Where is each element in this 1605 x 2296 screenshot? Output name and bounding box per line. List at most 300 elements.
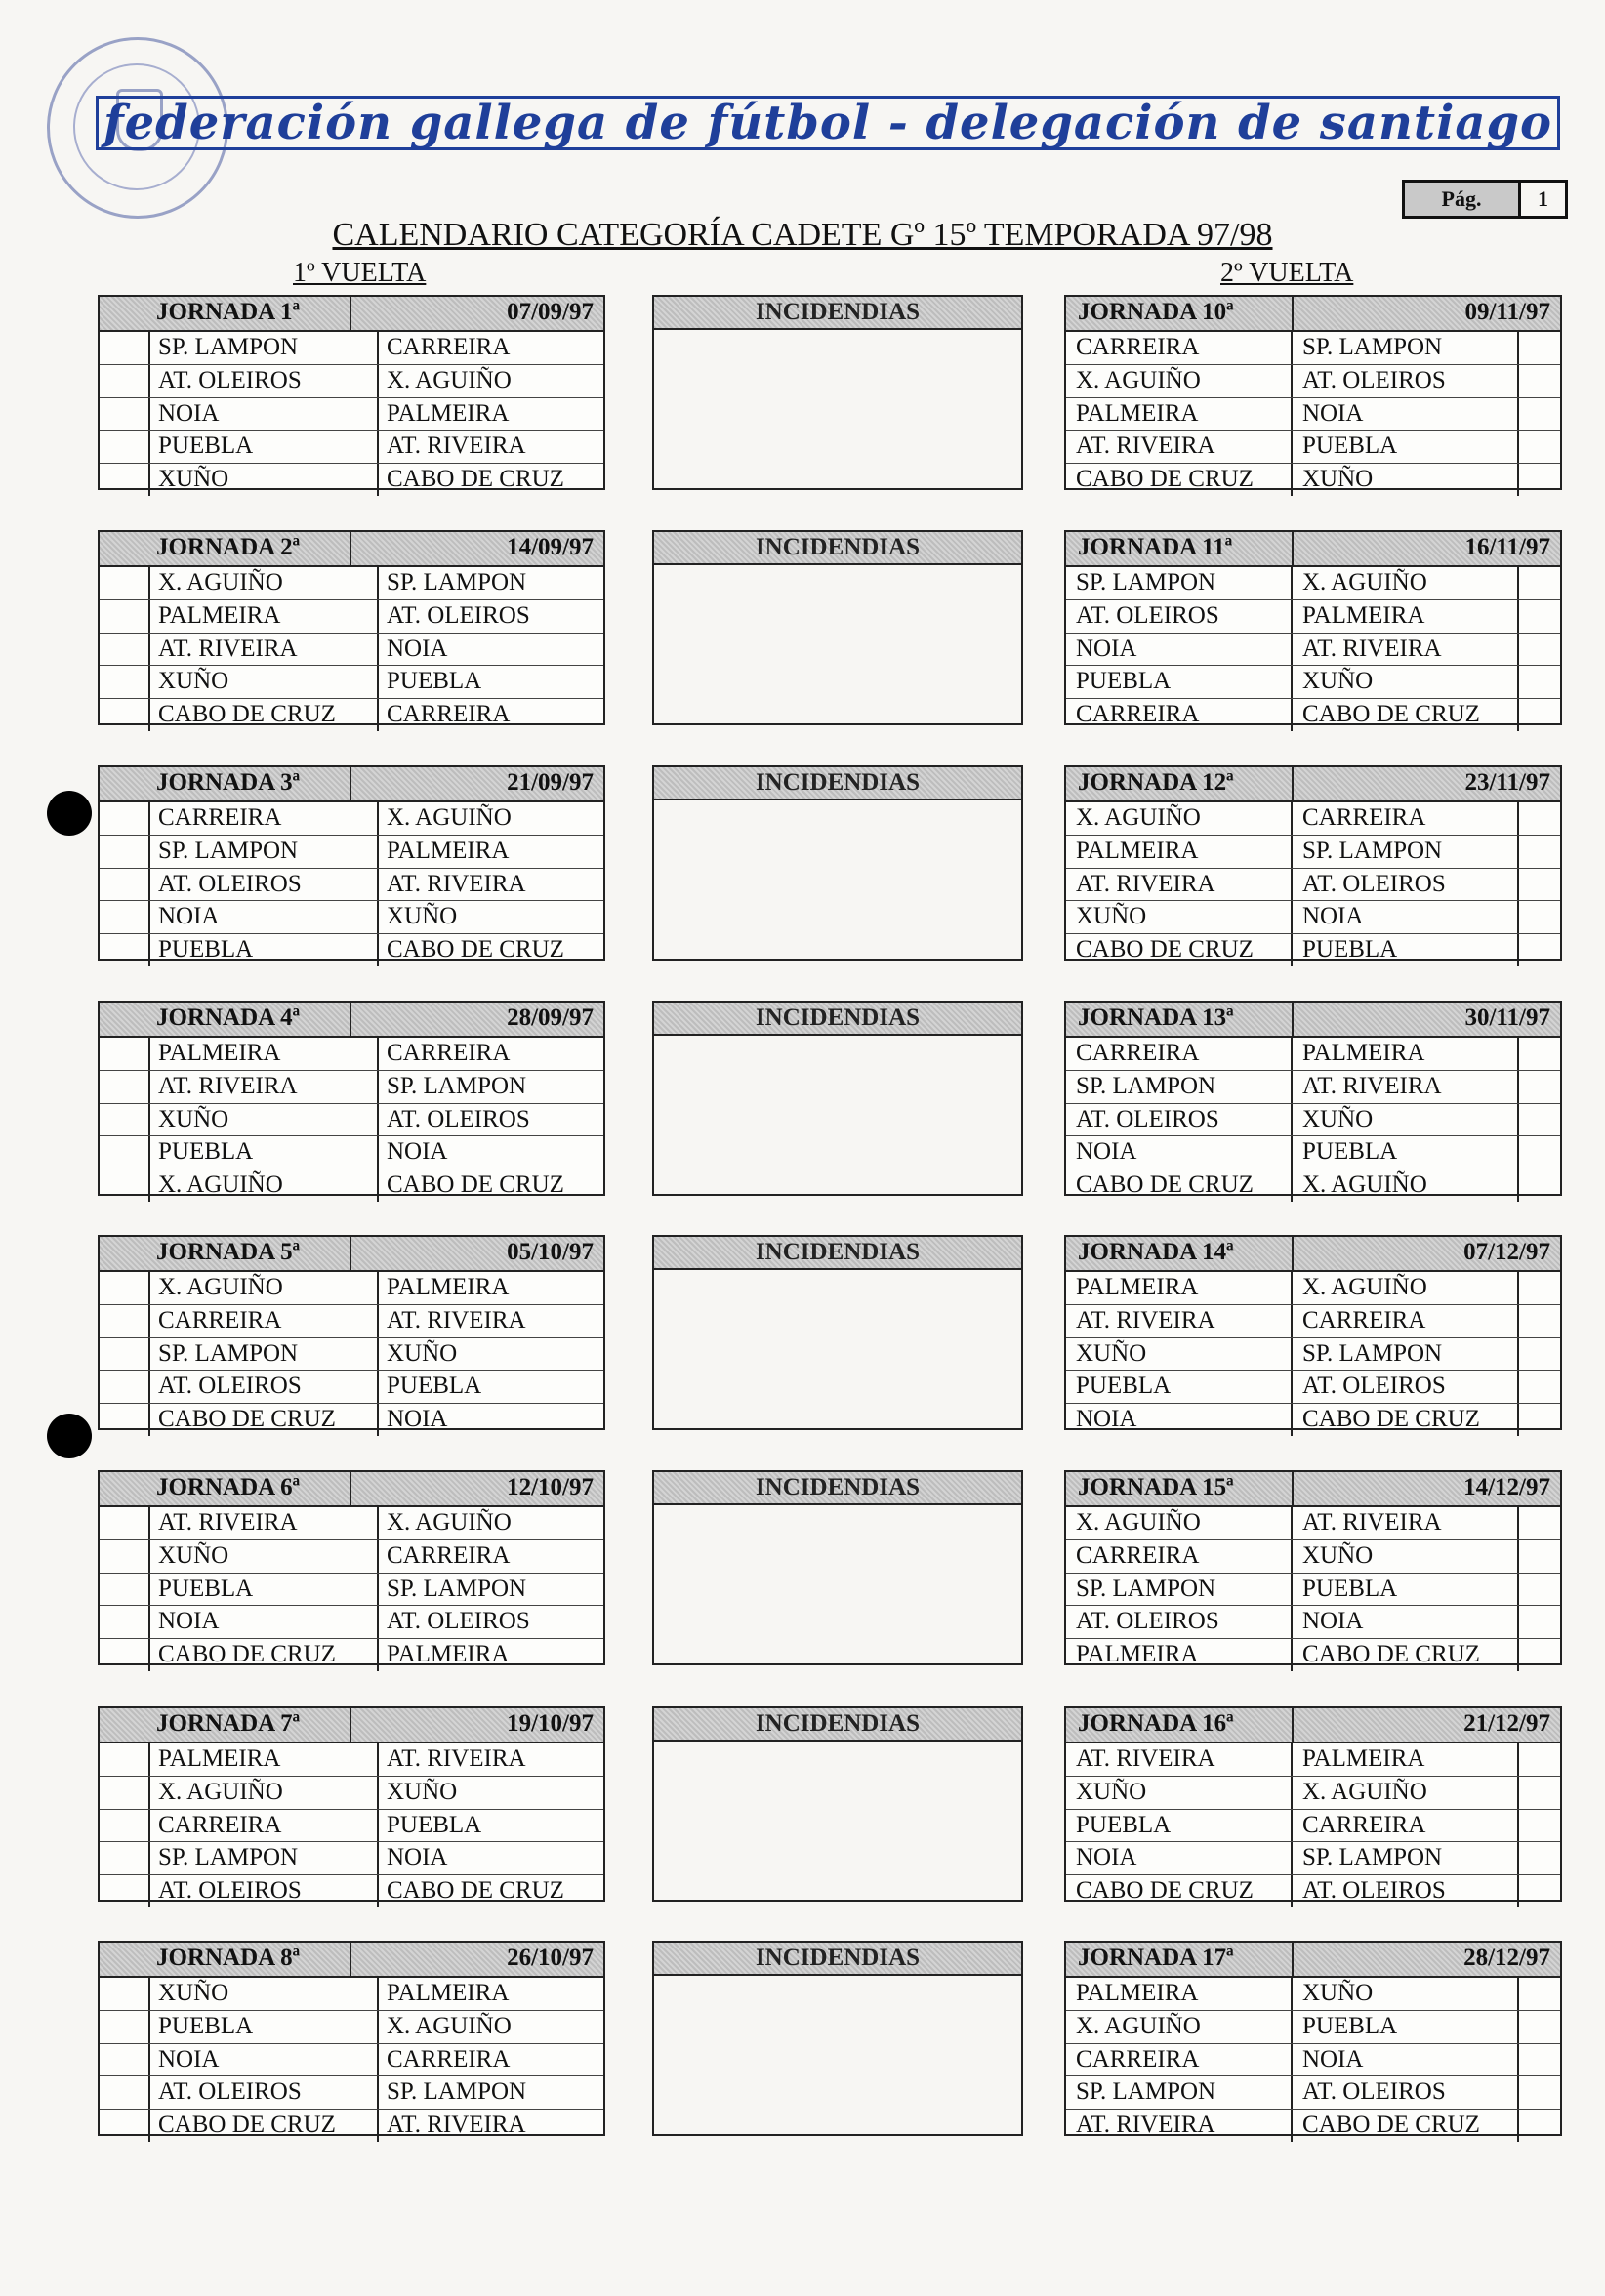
home-team: AT. RIVEIRA bbox=[150, 1507, 379, 1539]
home-team: AT. OLEIROS bbox=[150, 1371, 379, 1403]
away-team: PALMEIRA bbox=[387, 837, 510, 864]
home-team: NOIA bbox=[1066, 1842, 1293, 1874]
row-number-cell bbox=[100, 1574, 150, 1606]
round-header bbox=[1066, 1943, 1560, 1978]
match-row bbox=[1066, 802, 1560, 836]
round-date: 21/12/97 bbox=[1463, 1710, 1550, 1737]
home-team: AT. OLEIROS bbox=[1066, 1104, 1293, 1136]
round-date: 21/09/97 bbox=[507, 769, 594, 796]
row-number-cell bbox=[100, 430, 150, 463]
row-number-cell bbox=[100, 1978, 150, 2010]
away-team: XUÑO bbox=[387, 1778, 458, 1805]
away-team: X. AGUIÑO bbox=[387, 2012, 512, 2039]
result-cell bbox=[1519, 1810, 1560, 1842]
incidencias-box bbox=[652, 1505, 1023, 1665]
home-team: NOIA bbox=[1066, 1404, 1293, 1436]
away-team: PALMEIRA bbox=[387, 1274, 510, 1300]
match-row bbox=[100, 1875, 603, 1907]
round-block bbox=[98, 1470, 1562, 1668]
away-team: PALMEIRA bbox=[387, 1980, 510, 2006]
away-team: X. AGUIÑO bbox=[1293, 1272, 1519, 1304]
away-team: NOIA bbox=[1293, 2044, 1519, 2076]
home-team: SP. LAMPON bbox=[1066, 567, 1293, 599]
home-team: CABO DE CRUZ bbox=[1066, 1875, 1293, 1907]
home-team: PALMEIRA bbox=[150, 600, 379, 633]
round-date: 14/09/97 bbox=[507, 534, 594, 560]
incidencias-header: INCIDENDIAS bbox=[652, 1470, 1023, 1505]
away-team: X. AGUIÑO bbox=[1293, 567, 1519, 599]
away-team: CABO DE CRUZ bbox=[1293, 1404, 1519, 1436]
away-team: XUÑO bbox=[1293, 1104, 1519, 1136]
round-date: 28/09/97 bbox=[507, 1004, 594, 1031]
away-team: AT. OLEIROS bbox=[387, 1608, 530, 1635]
result-cell bbox=[1519, 836, 1560, 868]
row-number-cell bbox=[100, 869, 150, 901]
incidencias-header: INCIDENDIAS bbox=[652, 530, 1023, 565]
home-team: CABO DE CRUZ bbox=[150, 2110, 379, 2142]
result-cell bbox=[1519, 1777, 1560, 1809]
second-leg-table bbox=[1064, 765, 1562, 964]
match-row bbox=[100, 802, 603, 836]
match-row bbox=[100, 1338, 603, 1372]
away-team: CARREIRA bbox=[1293, 1810, 1519, 1842]
first-leg-table bbox=[98, 1470, 605, 1668]
round-name: JORNADA 14ª bbox=[1066, 1237, 1294, 1270]
home-team: PUEBLA bbox=[1066, 1371, 1293, 1403]
home-team: AT. RIVEIRA bbox=[1066, 869, 1293, 901]
result-cell bbox=[1519, 2110, 1560, 2142]
round-name: JORNADA 16ª bbox=[1066, 1708, 1294, 1742]
round-header bbox=[1066, 297, 1560, 332]
match-row bbox=[100, 836, 603, 869]
row-number-cell bbox=[100, 1272, 150, 1304]
result-cell bbox=[1519, 1842, 1560, 1874]
home-team: SP. LAMPON bbox=[150, 1338, 379, 1371]
match-row bbox=[100, 1169, 603, 1202]
result-cell bbox=[1519, 332, 1560, 364]
row-number-cell bbox=[100, 1507, 150, 1539]
home-team: CABO DE CRUZ bbox=[150, 699, 379, 731]
round-date: 26/10/97 bbox=[507, 1945, 594, 1971]
row-number-cell bbox=[100, 2076, 150, 2109]
away-team: SP. LAMPON bbox=[1293, 1842, 1519, 1874]
result-cell bbox=[1519, 1071, 1560, 1103]
home-team: PUEBLA bbox=[150, 1574, 379, 1606]
match-row bbox=[1066, 1305, 1560, 1338]
match-row bbox=[1066, 901, 1560, 934]
home-team: PUEBLA bbox=[150, 934, 379, 966]
page-label: Pág. bbox=[1405, 183, 1521, 216]
row-number-cell bbox=[100, 1038, 150, 1070]
result-cell bbox=[1519, 1404, 1560, 1436]
away-team: X. AGUIÑO bbox=[387, 366, 512, 393]
round-name: JORNADA 2ª bbox=[100, 532, 351, 565]
row-number-cell bbox=[100, 1842, 150, 1874]
round-block bbox=[98, 295, 1562, 493]
incidencias-box bbox=[652, 565, 1023, 725]
away-team: NOIA bbox=[387, 1138, 448, 1166]
round-date: 28/12/97 bbox=[1463, 1945, 1550, 1971]
home-team: AT. RIVEIRA bbox=[150, 1071, 379, 1103]
match-row bbox=[100, 699, 603, 731]
away-team: AT. RIVEIRA bbox=[387, 1745, 526, 1772]
round-header bbox=[100, 1237, 603, 1272]
round-block bbox=[98, 1235, 1562, 1433]
match-row bbox=[100, 1305, 603, 1338]
second-leg-table bbox=[1064, 1470, 1562, 1668]
match-row bbox=[1066, 2110, 1560, 2142]
result-cell bbox=[1519, 1743, 1560, 1776]
result-cell bbox=[1519, 1169, 1560, 1202]
round-date: 07/12/97 bbox=[1463, 1239, 1550, 1265]
match-row bbox=[1066, 836, 1560, 869]
match-row bbox=[100, 1507, 603, 1540]
round-header bbox=[100, 297, 603, 332]
home-team: X. AGUIÑO bbox=[150, 567, 379, 599]
page-indicator bbox=[1402, 180, 1568, 219]
round-name: JORNADA 4ª bbox=[100, 1003, 351, 1036]
home-team: XUÑO bbox=[150, 1978, 379, 2010]
away-team: NOIA bbox=[387, 1844, 448, 1871]
federation-banner bbox=[96, 96, 1560, 150]
result-cell bbox=[1519, 1136, 1560, 1168]
second-leg-table bbox=[1064, 1001, 1562, 1199]
home-team: CARREIRA bbox=[1066, 332, 1293, 364]
match-row bbox=[100, 567, 603, 600]
round-block bbox=[98, 1001, 1562, 1199]
match-row bbox=[100, 666, 603, 699]
row-number-cell bbox=[100, 398, 150, 430]
away-team: CARREIRA bbox=[387, 334, 511, 360]
away-team: AT. RIVEIRA bbox=[387, 432, 526, 460]
round-header bbox=[100, 1708, 603, 1743]
result-cell bbox=[1519, 1574, 1560, 1606]
match-row bbox=[1066, 600, 1560, 634]
result-cell bbox=[1519, 1272, 1560, 1304]
match-row bbox=[100, 1606, 603, 1639]
round-header bbox=[100, 1472, 603, 1507]
match-row bbox=[1066, 1777, 1560, 1810]
away-team: CABO DE CRUZ bbox=[1293, 699, 1519, 731]
home-team: AT. OLEIROS bbox=[150, 869, 379, 901]
row-number-cell bbox=[100, 2011, 150, 2043]
round-date: 07/09/97 bbox=[507, 299, 594, 325]
round-block bbox=[98, 1941, 1562, 2139]
match-row bbox=[1066, 1371, 1560, 1404]
home-team: XUÑO bbox=[1066, 901, 1293, 933]
result-cell bbox=[1519, 1540, 1560, 1573]
round-name: JORNADA 13ª bbox=[1066, 1003, 1294, 1036]
match-row bbox=[1066, 1842, 1560, 1875]
away-team: NOIA bbox=[387, 635, 448, 662]
match-row bbox=[100, 365, 603, 398]
result-cell bbox=[1519, 1507, 1560, 1539]
home-team: CABO DE CRUZ bbox=[1066, 464, 1293, 496]
home-team: NOIA bbox=[150, 901, 379, 933]
result-cell bbox=[1519, 1338, 1560, 1371]
away-team: X. AGUIÑO bbox=[387, 804, 512, 831]
second-leg-table bbox=[1064, 1706, 1562, 1905]
result-cell bbox=[1519, 464, 1560, 496]
match-row bbox=[1066, 1810, 1560, 1843]
match-row bbox=[100, 1071, 603, 1104]
punch-hole bbox=[47, 791, 92, 836]
home-team: X. AGUIÑO bbox=[1066, 2011, 1293, 2043]
match-row bbox=[100, 634, 603, 667]
incidencias-header: INCIDENDIAS bbox=[652, 765, 1023, 800]
home-team: PUEBLA bbox=[1066, 666, 1293, 698]
away-team: SP. LAMPON bbox=[387, 1072, 527, 1099]
row-number-cell bbox=[100, 2044, 150, 2076]
away-team: X. AGUIÑO bbox=[1293, 1169, 1519, 1202]
first-leg-table bbox=[98, 530, 605, 728]
home-team: PUEBLA bbox=[150, 2011, 379, 2043]
home-team: XUÑO bbox=[1066, 1777, 1293, 1809]
round-name: JORNADA 10ª bbox=[1066, 297, 1294, 330]
match-row bbox=[1066, 430, 1560, 464]
match-row bbox=[1066, 1169, 1560, 1202]
result-cell bbox=[1519, 1606, 1560, 1638]
match-row bbox=[1066, 1507, 1560, 1540]
match-row bbox=[100, 934, 603, 966]
result-cell bbox=[1519, 934, 1560, 966]
second-leg-table bbox=[1064, 295, 1562, 493]
away-team: PUEBLA bbox=[1293, 1136, 1519, 1168]
home-team: XUÑO bbox=[150, 464, 379, 496]
home-team: CARREIRA bbox=[1066, 1540, 1293, 1573]
away-team: PALMEIRA bbox=[387, 1641, 510, 1668]
row-number-cell bbox=[100, 567, 150, 599]
away-team: AT. OLEIROS bbox=[1293, 1371, 1519, 1403]
round-name: JORNADA 1ª bbox=[100, 297, 351, 330]
match-row bbox=[1066, 1038, 1560, 1071]
row-number-cell bbox=[100, 634, 150, 666]
match-row bbox=[1066, 1574, 1560, 1607]
second-leg-table bbox=[1064, 530, 1562, 728]
home-team: PUEBLA bbox=[1066, 1810, 1293, 1842]
match-row bbox=[1066, 1540, 1560, 1574]
round-name: JORNADA 12ª bbox=[1066, 767, 1294, 800]
away-team: CABO DE CRUZ bbox=[387, 466, 564, 493]
home-team: AT. OLEIROS bbox=[150, 2076, 379, 2109]
home-team: XUÑO bbox=[1066, 1338, 1293, 1371]
second-round-label: 2º VUELTA bbox=[1220, 258, 1354, 288]
match-row bbox=[1066, 1272, 1560, 1305]
result-cell bbox=[1519, 2044, 1560, 2076]
round-header bbox=[100, 1943, 603, 1978]
away-team: AT. OLEIROS bbox=[387, 601, 530, 629]
match-row bbox=[1066, 398, 1560, 431]
row-number-cell bbox=[100, 901, 150, 933]
away-team: SP. LAMPON bbox=[1293, 332, 1519, 364]
away-team: XUÑO bbox=[1293, 1540, 1519, 1573]
round-date: 30/11/97 bbox=[1464, 1004, 1550, 1031]
away-team: PUEBLA bbox=[1293, 2011, 1519, 2043]
home-team: X. AGUIÑO bbox=[150, 1272, 379, 1304]
round-date: 12/10/97 bbox=[507, 1474, 594, 1500]
incidencias-box bbox=[652, 1742, 1023, 1902]
away-team: CARREIRA bbox=[1293, 1305, 1519, 1337]
away-team: PALMEIRA bbox=[1293, 600, 1519, 633]
first-leg-table bbox=[98, 295, 605, 493]
row-number-cell bbox=[100, 1305, 150, 1337]
away-team: CARREIRA bbox=[387, 1040, 511, 1066]
away-team: PALMEIRA bbox=[1293, 1743, 1519, 1776]
away-team: PALMEIRA bbox=[387, 399, 510, 427]
row-number-cell bbox=[100, 1136, 150, 1168]
match-row bbox=[1066, 1606, 1560, 1639]
home-team: PALMEIRA bbox=[1066, 398, 1293, 430]
match-row bbox=[100, 1038, 603, 1071]
result-cell bbox=[1519, 901, 1560, 933]
home-team: CARREIRA bbox=[150, 802, 379, 835]
away-team: CABO DE CRUZ bbox=[387, 1877, 564, 1905]
home-team: CABO DE CRUZ bbox=[1066, 934, 1293, 966]
round-header bbox=[1066, 1003, 1560, 1038]
first-leg-table bbox=[98, 1001, 605, 1199]
result-cell bbox=[1519, 802, 1560, 835]
away-team: CABO DE CRUZ bbox=[1293, 2110, 1519, 2142]
round-header bbox=[1066, 767, 1560, 802]
match-row bbox=[1066, 934, 1560, 966]
round-header bbox=[1066, 1708, 1560, 1743]
home-team: SP. LAMPON bbox=[150, 836, 379, 868]
match-row bbox=[100, 1777, 603, 1810]
home-team: AT. RIVEIRA bbox=[1066, 1305, 1293, 1337]
match-row bbox=[1066, 1071, 1560, 1104]
away-team: AT. RIVEIRA bbox=[387, 2112, 526, 2139]
result-cell bbox=[1519, 600, 1560, 633]
row-number-cell bbox=[100, 699, 150, 731]
match-row bbox=[1066, 464, 1560, 496]
match-row bbox=[100, 464, 603, 496]
away-team: NOIA bbox=[387, 1406, 448, 1433]
round-header bbox=[100, 767, 603, 802]
match-row bbox=[1066, 1136, 1560, 1169]
match-row bbox=[100, 869, 603, 902]
row-number-cell bbox=[100, 802, 150, 835]
row-number-cell bbox=[100, 1540, 150, 1573]
match-row bbox=[1066, 869, 1560, 902]
match-row bbox=[1066, 1338, 1560, 1372]
match-row bbox=[100, 2110, 603, 2142]
row-number-cell bbox=[100, 1810, 150, 1842]
row-number-cell bbox=[100, 666, 150, 698]
away-team: AT. OLEIROS bbox=[1293, 2076, 1519, 2109]
away-team: XUÑO bbox=[1293, 666, 1519, 698]
row-number-cell bbox=[100, 1743, 150, 1776]
home-team: AT. RIVEIRA bbox=[1066, 430, 1293, 463]
match-row bbox=[1066, 332, 1560, 365]
second-leg-table bbox=[1064, 1235, 1562, 1433]
first-leg-table bbox=[98, 1706, 605, 1905]
match-row bbox=[100, 1743, 603, 1777]
home-team: CABO DE CRUZ bbox=[150, 1639, 379, 1671]
home-team: CARREIRA bbox=[1066, 699, 1293, 731]
result-cell bbox=[1519, 1875, 1560, 1907]
match-row bbox=[1066, 2076, 1560, 2110]
match-row bbox=[100, 430, 603, 464]
home-team: CARREIRA bbox=[1066, 2044, 1293, 2076]
home-team: CABO DE CRUZ bbox=[1066, 1169, 1293, 1202]
home-team: SP. LAMPON bbox=[1066, 1071, 1293, 1103]
row-number-cell bbox=[100, 1104, 150, 1136]
result-cell bbox=[1519, 869, 1560, 901]
result-cell bbox=[1519, 634, 1560, 666]
second-leg-table bbox=[1064, 1941, 1562, 2139]
home-team: NOIA bbox=[150, 2044, 379, 2076]
match-row bbox=[100, 1574, 603, 1607]
match-row bbox=[100, 332, 603, 365]
match-row bbox=[100, 1371, 603, 1404]
home-team: NOIA bbox=[1066, 1136, 1293, 1168]
home-team: AT. OLEIROS bbox=[1066, 1606, 1293, 1638]
away-team: AT. RIVEIRA bbox=[1293, 634, 1519, 666]
round-block bbox=[98, 530, 1562, 728]
row-number-cell bbox=[100, 1071, 150, 1103]
home-team: CABO DE CRUZ bbox=[150, 1404, 379, 1436]
banner-title: federación gallega de fútbol - delegación de santiago bbox=[103, 96, 1553, 150]
round-header bbox=[1066, 1472, 1560, 1507]
away-team: SP. LAMPON bbox=[1293, 836, 1519, 868]
round-name: JORNADA 8ª bbox=[100, 1943, 351, 1976]
result-cell bbox=[1519, 1371, 1560, 1403]
away-team: AT. RIVEIRA bbox=[387, 1306, 526, 1333]
result-cell bbox=[1519, 2076, 1560, 2109]
row-number-cell bbox=[100, 1338, 150, 1371]
row-number-cell bbox=[100, 1777, 150, 1809]
incidencias-header: INCIDENDIAS bbox=[652, 1706, 1023, 1742]
match-row bbox=[100, 1272, 603, 1305]
round-block bbox=[98, 765, 1562, 964]
home-team: CARREIRA bbox=[150, 1305, 379, 1337]
round-header bbox=[1066, 532, 1560, 567]
match-row bbox=[100, 1978, 603, 2011]
round-date: 19/10/97 bbox=[507, 1710, 594, 1737]
home-team: PALMEIRA bbox=[1066, 1978, 1293, 2010]
incidencias-box bbox=[652, 1036, 1023, 1196]
away-team: AT. RIVEIRA bbox=[1293, 1071, 1519, 1103]
round-name: JORNADA 15ª bbox=[1066, 1472, 1294, 1505]
incidencias-header: INCIDENDIAS bbox=[652, 295, 1023, 330]
away-team: CABO DE CRUZ bbox=[387, 1171, 564, 1199]
home-team: AT. OLEIROS bbox=[150, 1875, 379, 1907]
match-row bbox=[1066, 1743, 1560, 1777]
round-header bbox=[100, 1003, 603, 1038]
result-cell bbox=[1519, 567, 1560, 599]
match-row bbox=[100, 1842, 603, 1875]
calendar-title: CALENDARIO CATEGORÍA CADETE Gº 15º TEMPORADA 97/98 bbox=[332, 217, 1273, 253]
result-cell bbox=[1519, 365, 1560, 397]
home-team: XUÑO bbox=[150, 1104, 379, 1136]
round-date: 14/12/97 bbox=[1463, 1474, 1550, 1500]
home-team: X. AGUIÑO bbox=[1066, 365, 1293, 397]
home-team: AT. RIVEIRA bbox=[150, 634, 379, 666]
incidencias-box bbox=[652, 1976, 1023, 2136]
match-row bbox=[100, 1810, 603, 1843]
away-team: XUÑO bbox=[387, 1339, 458, 1367]
home-team: CARREIRA bbox=[150, 1810, 379, 1842]
incidencias-box bbox=[652, 1270, 1023, 1430]
result-cell bbox=[1519, 430, 1560, 463]
home-team: SP. LAMPON bbox=[1066, 2076, 1293, 2109]
away-team: XUÑO bbox=[1293, 464, 1519, 496]
away-team: AT. OLEIROS bbox=[1293, 1875, 1519, 1907]
match-row bbox=[1066, 1875, 1560, 1907]
away-team: SP. LAMPON bbox=[387, 1575, 527, 1602]
home-team: PALMEIRA bbox=[1066, 1272, 1293, 1304]
home-team: AT. RIVEIRA bbox=[1066, 2110, 1293, 2142]
